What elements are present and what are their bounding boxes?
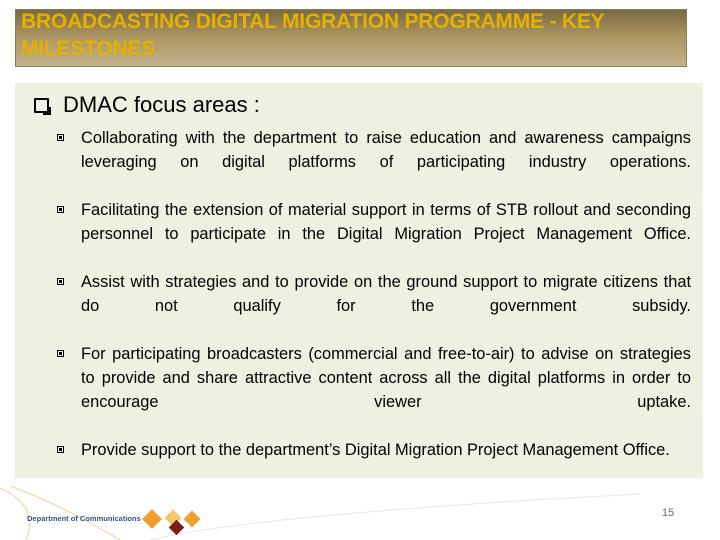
square-bullet-icon (57, 206, 64, 213)
list-item (57, 270, 691, 342)
section-heading-text: DMAC focus areas : (63, 92, 260, 117)
square-bullet-icon (57, 446, 64, 453)
square-outline-icon (34, 98, 49, 113)
square-bullet-icon (57, 134, 64, 141)
list-item (57, 438, 691, 462)
department-label: Department of Communications (27, 514, 141, 523)
bullet-list (57, 126, 691, 462)
list-item (57, 342, 691, 438)
list-item-text: Collaborating with the department to raise education and awareness campaigns leveraging on digital platforms of participating industry operations. (81, 129, 691, 171)
footer-decoration (0, 486, 720, 540)
list-item-text: Provide support to the department’s Digital Migration Project Management Office. (81, 441, 670, 459)
section-heading (34, 92, 260, 118)
list-item (57, 126, 691, 198)
square-bullet-icon (57, 278, 64, 285)
page-number: 15 (661, 507, 675, 519)
list-item-text: For participating broadcasters (commercial and free-to-air) to advise on strategies to provide and share attractive content across all the digital platforms in order to encourage viewer uptake. (81, 345, 691, 411)
square-bullet-icon (57, 350, 64, 357)
slide-title: BROADCASTING DIGITAL MIGRATION PROGRAMME - KEY MILESTONES (21, 10, 605, 60)
list-item-text: Facilitating the extension of material support in terms of STB rollout and seconding personnel to participate in the Digital Migration Project Management Office. (81, 201, 691, 243)
list-item (57, 198, 691, 270)
list-item-text: Assist with strategies and to provide on the ground support to migrate citizens that do not qualify for the government subsidy. (81, 273, 691, 315)
diamond-logo-icon (142, 509, 200, 535)
